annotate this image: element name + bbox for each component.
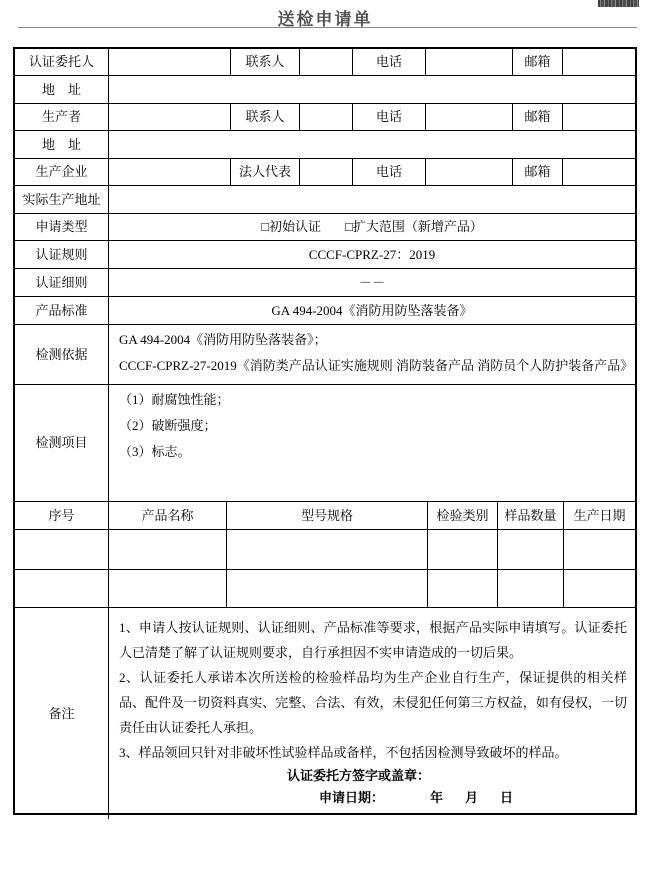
manufacturer-phone-field <box>426 159 513 185</box>
cert-rule-row <box>15 241 635 269</box>
product-header-name: 产品名称 <box>109 502 227 529</box>
producer-address-row <box>15 131 635 159</box>
product-standard-label: 产品标准 <box>15 297 109 324</box>
product-row-2 <box>15 570 635 608</box>
applicant-address-row <box>15 76 635 104</box>
manufacturer-email-label: 邮箱 <box>513 159 563 185</box>
product-header-model: 型号规格 <box>227 502 428 529</box>
cert-rule-value: CCCF-CPRZ-27：2019 <box>308 246 436 262</box>
actual-site-row <box>15 186 635 214</box>
remarks-text <box>119 615 627 765</box>
product-row-2-name-cell <box>109 570 227 607</box>
product-standard-value: GA 494-2004《消防用防坠落装备》 <box>271 302 473 318</box>
manufacturer-email-field <box>563 159 635 185</box>
producer-email-label: 邮箱 <box>513 104 563 130</box>
application-form-table <box>13 47 637 815</box>
test-item-1: （1）耐腐蚀性能； <box>119 392 230 407</box>
signature-label: 认证委托方签字或盖章： <box>287 768 431 783</box>
manufacturer-phone-label: 电话 <box>353 159 426 185</box>
product-row-2-category-cell <box>428 570 498 607</box>
remarks-item-2: 2、认证委托人承诺本次所送检的检验样品均为生产企业自行生产，保证提供的相关样品、配件及一切资料真实、完整、合法、有效，未侵犯任何第三方权益，如有侵权，一切责任由认证委托人承担。 <box>119 670 627 735</box>
product-row-1 <box>15 530 635 570</box>
manufacturer-name-field <box>109 159 231 185</box>
cert-detail-value: －－ <box>358 274 385 290</box>
checkbox-option-initial-certification: □初始认证 <box>261 219 321 235</box>
manufacturer-legal-rep-label: 法人代表 <box>231 159 300 185</box>
producer-contact-field <box>300 104 353 130</box>
applicant-email-label: 邮箱 <box>513 49 563 75</box>
applicant-row <box>15 49 635 76</box>
cert-detail-row <box>15 269 635 297</box>
application-type-label: 申请类型 <box>15 214 109 240</box>
producer-address-field <box>109 131 635 158</box>
product-row-2-model-cell <box>227 570 428 607</box>
remarks-item-1: 1、申请人按认证规则、认证细则、产品标准等要求，根据产品实际申请填写。认证委托人已清楚了解了认证规则要求，自行承担因不实申请造成的一切后果。 <box>119 620 627 660</box>
product-standard-row <box>15 297 635 325</box>
applicant-phone-label: 电话 <box>353 49 426 75</box>
manufacturer-legal-rep-field <box>300 159 353 185</box>
remarks-item-3: 3、样品领回只针对非破坏性试验样品或备样，不包括因检测导致破坏的样品。 <box>119 745 568 760</box>
product-row-2-quantity-cell <box>498 570 564 607</box>
producer-name-field <box>109 104 231 130</box>
producer-email-field <box>563 104 635 130</box>
product-row-1-name-cell <box>109 530 227 569</box>
producer-address-label: 地 址 <box>15 131 109 158</box>
test-basis-line-1: GA 494-2004《消防用防坠落装备》； <box>119 332 327 347</box>
cert-rule-label: 认证规则 <box>15 241 109 268</box>
product-row-2-date-cell <box>564 570 635 607</box>
applicant-name-field <box>109 49 231 75</box>
remarks-row <box>15 608 635 819</box>
checkbox-option-expand-scope: □扩大范围（新增产品） <box>345 219 483 235</box>
application-date-line <box>119 787 627 809</box>
product-row-1-quantity-cell <box>498 530 564 569</box>
remarks-label: 备注 <box>15 608 109 819</box>
producer-contact-label: 联系人 <box>231 104 300 130</box>
test-item-2: （2）破断强度； <box>119 418 217 433</box>
application-date-label: 申请日期： <box>319 790 385 805</box>
product-table-header-row <box>15 502 635 530</box>
product-header-quantity: 样品数量 <box>498 502 564 529</box>
producer-phone-field <box>426 104 513 130</box>
remarks-content <box>109 608 635 819</box>
date-unit-day: 日 <box>500 790 514 805</box>
actual-site-label: 实际生产地址 <box>15 186 109 213</box>
applicant-label: 认证委托人 <box>15 49 109 75</box>
product-header-category: 检验类别 <box>428 502 498 529</box>
page-title: 送检申请单 <box>277 10 373 29</box>
test-item-3: （3）标志。 <box>119 444 191 459</box>
application-type-options <box>109 214 635 240</box>
product-header-no: 序号 <box>15 502 109 529</box>
applicant-email-field <box>563 49 635 75</box>
date-unit-month: 月 <box>465 790 479 805</box>
date-unit-year: 年 <box>430 790 444 805</box>
applicant-phone-field <box>426 49 513 75</box>
test-basis-line-2: CCCF-CPRZ-27-2019《消防类产品认证实施规则 消防装备产品 消防员个人防护装备产品》 <box>119 358 634 373</box>
product-row-1-category-cell <box>428 530 498 569</box>
test-basis-row <box>15 325 635 385</box>
applicant-address-label: 地 址 <box>15 76 109 103</box>
product-row-2-no-cell <box>15 570 109 607</box>
test-items-row <box>15 385 635 502</box>
test-items-label: 检测项目 <box>15 385 109 501</box>
title-divider <box>18 27 637 28</box>
actual-site-field <box>109 186 635 213</box>
applicant-contact-field <box>300 49 353 75</box>
test-basis-value <box>109 325 635 384</box>
applicant-address-field <box>109 76 635 103</box>
applicant-contact-label: 联系人 <box>231 49 300 75</box>
producer-phone-label: 电话 <box>353 104 426 130</box>
signature-block <box>119 765 627 809</box>
producer-row <box>15 104 635 131</box>
producer-label: 生产者 <box>15 104 109 130</box>
test-basis-label: 检测依据 <box>15 325 109 384</box>
product-header-date: 生产日期 <box>573 507 626 523</box>
manufacturer-row <box>15 159 635 186</box>
test-items-value <box>109 385 635 501</box>
product-row-1-model-cell <box>227 530 428 569</box>
product-row-1-date-cell <box>564 530 635 569</box>
cert-detail-label: 认证细则 <box>15 269 109 296</box>
application-type-row <box>15 214 635 241</box>
manufacturer-label: 生产企业 <box>15 159 109 185</box>
product-row-1-no-cell <box>15 530 109 569</box>
